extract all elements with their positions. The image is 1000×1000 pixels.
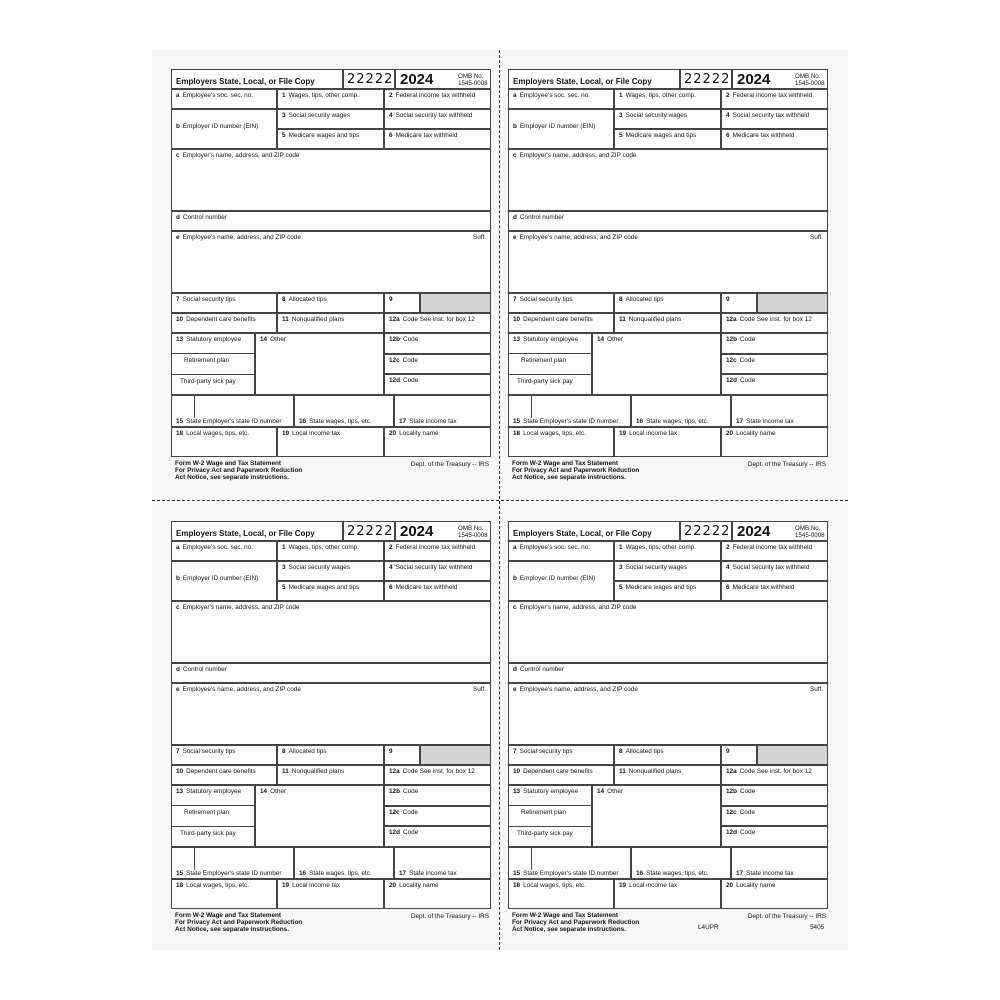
box-d-control-number[interactable]: d Control number <box>171 663 491 683</box>
box-6-medicare-tax[interactable]: 6 Medicare tax withheld <box>721 129 828 149</box>
horizontal-perforation <box>152 500 848 501</box>
form-title: Employers State, Local, or File Copy <box>176 77 315 86</box>
box-6-medicare-tax[interactable]: 6 Medicare tax withheld <box>721 581 828 601</box>
box-5-medicare-wages[interactable]: 5 Medicare wages and tips <box>277 129 384 149</box>
form-year: 2024 <box>400 523 434 540</box>
dept-treasury-label: Dept. of the Treasury -- IRS <box>747 913 826 920</box>
box-17-state-tax[interactable]: 17 State income tax <box>731 395 828 427</box>
form-footer-notice: Form W-2 Wage and Tax Statement For Privacy Act and Paperwork Reduction Act Notice, see separate instructions. <box>175 912 303 933</box>
box-12d[interactable]: 12d Code <box>384 826 491 847</box>
sick-pay-label: Third-party sick pay <box>517 378 573 385</box>
box-12a[interactable]: 12a Code See inst. for box 12 <box>721 765 828 785</box>
box-3-ss-wages[interactable]: 3 Social security wages <box>614 561 721 581</box>
box-4-ss-tax[interactable]: 4 Social security tax withheld <box>721 561 828 581</box>
box-12a[interactable]: 12a Code See inst. for box 12 <box>721 313 828 333</box>
box-20-locality[interactable]: 20 Locality name <box>384 879 491 909</box>
box-7-ss-tips[interactable]: 7 Social security tips <box>508 745 614 765</box>
box-a-ssn[interactable]: a Employee's soc. sec. no. <box>171 541 277 561</box>
box-c-employer-address[interactable]: c Employer's name, address, and ZIP code <box>171 149 491 211</box>
box-4-ss-tax[interactable]: 4 Social security tax withheld <box>384 561 491 581</box>
box-10-dependent-care[interactable]: 10 Dependent care benefits <box>171 765 277 785</box>
box-9-shaded <box>420 745 491 765</box>
box-1-wages[interactable]: 1 Wages, tips, other comp. <box>614 541 721 561</box>
box-15-state-id[interactable]: 15 State Employer's state ID number <box>508 847 631 879</box>
omb-number: OMB No. 1545-0008 <box>458 73 488 87</box>
sick-pay-label: Third-party sick pay <box>180 378 236 385</box>
box-19-local-tax[interactable]: 19 Local income tax <box>277 427 384 457</box>
box-2-federal-tax[interactable]: 2 Federal income tax withheld <box>384 89 491 109</box>
w2-form-copy-4 <box>508 521 828 941</box>
box-b-ein[interactable]: b Employer ID number (EIN) <box>508 109 614 149</box>
box-3-ss-wages[interactable]: 3 Social security wages <box>614 109 721 129</box>
omb-number: OMB No. 1545-0008 <box>795 525 825 539</box>
box-11-nonqualified[interactable]: 11 Nonqualified plans <box>614 313 721 333</box>
box-12b[interactable]: 12b Code <box>721 785 828 806</box>
box-8-allocated-tips[interactable]: 8 Allocated tips <box>614 745 721 765</box>
box-11-nonqualified[interactable]: 11 Nonqualified plans <box>277 313 384 333</box>
suffix-label: Suff. <box>472 686 486 693</box>
box-12c[interactable]: 12c Code <box>721 806 828 826</box>
box-12b[interactable]: 12b Code <box>384 785 491 806</box>
box-4-ss-tax[interactable]: 4 Social security tax withheld <box>384 109 491 129</box>
omb-number: OMB No. 1545-0008 <box>795 73 825 87</box>
box-e-employee-address[interactable]: e Employee's name, address, and ZIP code Suff. <box>508 231 828 293</box>
box-5-medicare-wages[interactable]: 5 Medicare wages and tips <box>277 581 384 601</box>
box-3-ss-wages[interactable]: 3 Social security wages <box>277 109 384 129</box>
box-19-local-tax[interactable]: 19 Local income tax <box>614 879 721 909</box>
form-title: Employers State, Local, or File Copy <box>513 77 652 86</box>
box-18-local-wages[interactable]: 18 Local wages, tips, etc. <box>171 879 277 909</box>
w2-form-copy-2 <box>508 69 828 489</box>
box-15-state-id[interactable]: 15 State Employer's state ID number <box>171 847 294 879</box>
box-12b[interactable]: 12b Code <box>721 333 828 354</box>
box-12a[interactable]: 12a Code See inst. for box 12 <box>384 313 491 333</box>
box-2-federal-tax[interactable]: 2 Federal income tax withheld <box>721 89 828 109</box>
box-16-state-wages[interactable]: 16 State wages, tips, etc. <box>294 395 394 427</box>
form-footer-notice: Form W-2 Wage and Tax Statement For Privacy Act and Paperwork Reduction Act Notice, see separate instructions. <box>175 460 303 481</box>
box-e-employee-address[interactable]: e Employee's name, address, and ZIP code Suff. <box>171 231 491 293</box>
box-1-wages[interactable]: 1 Wages, tips, other comp. <box>614 89 721 109</box>
box-12c[interactable]: 12c Code <box>721 354 828 374</box>
header-code-cell <box>343 521 395 541</box>
form-title: Employers State, Local, or File Copy <box>513 529 652 538</box>
box-b-ein[interactable]: b Employer ID number (EIN) <box>171 561 277 601</box>
box-8-allocated-tips[interactable]: 8 Allocated tips <box>614 293 721 313</box>
header-code-cell <box>680 521 732 541</box>
sheet-code-left: L4UPR <box>698 924 719 931</box>
sheet-code-right: 5405 <box>810 924 825 931</box>
box-1-wages[interactable]: 1 Wages, tips, other comp. <box>277 541 384 561</box>
box-6-medicare-tax[interactable]: 6 Medicare tax withheld <box>384 129 491 149</box>
box-14-other[interactable]: 14 Other <box>592 333 721 395</box>
box-11-nonqualified[interactable]: 11 Nonqualified plans <box>277 765 384 785</box>
box-6-medicare-tax[interactable]: 6 Medicare tax withheld <box>384 581 491 601</box>
w2-form-copy-1 <box>171 69 491 489</box>
box-9: 9 <box>721 745 757 765</box>
dept-treasury-label: Dept. of the Treasury -- IRS <box>410 461 489 468</box>
dept-treasury-label: Dept. of the Treasury -- IRS <box>410 913 489 920</box>
box-16-state-wages[interactable]: 16 State wages, tips, etc. <box>631 847 731 879</box>
header-title-cell <box>508 69 680 89</box>
box-18-local-wages[interactable]: 18 Local wages, tips, etc. <box>508 879 614 909</box>
header-year-cell <box>732 69 828 89</box>
box-19-local-tax[interactable]: 19 Local income tax <box>614 427 721 457</box>
box-12d[interactable]: 12d Code <box>721 826 828 847</box>
box-c-employer-address[interactable]: c Employer's name, address, and ZIP code <box>508 601 828 663</box>
form-year: 2024 <box>400 71 434 88</box>
box-16-state-wages[interactable]: 16 State wages, tips, etc. <box>631 395 731 427</box>
header-title-cell <box>508 521 680 541</box>
sick-pay-label: Third-party sick pay <box>517 830 573 837</box>
box-16-state-wages[interactable]: 16 State wages, tips, etc. <box>294 847 394 879</box>
box-c-employer-address[interactable]: c Employer's name, address, and ZIP code <box>508 149 828 211</box>
box-9: 9 <box>721 293 757 313</box>
box-2-federal-tax[interactable]: 2 Federal income tax withheld <box>384 541 491 561</box>
box-20-locality[interactable]: 20 Locality name <box>721 879 828 909</box>
box-1-wages[interactable]: 1 Wages, tips, other comp. <box>277 89 384 109</box>
omb-number: OMB No. 1545-0008 <box>458 525 488 539</box>
header-code-cell <box>343 69 395 89</box>
form-footer-notice: Form W-2 Wage and Tax Statement For Privacy Act and Paperwork Reduction Act Notice, see separate instructions. <box>512 912 640 933</box>
box-12c[interactable]: 12c Code <box>384 806 491 826</box>
box-18-local-wages[interactable]: 18 Local wages, tips, etc. <box>508 427 614 457</box>
form-code: 22222 <box>684 524 731 539</box>
box-9-shaded <box>757 745 828 765</box>
box-18-local-wages[interactable]: 18 Local wages, tips, etc. <box>171 427 277 457</box>
dept-treasury-label: Dept. of the Treasury -- IRS <box>747 461 826 468</box>
box-12c[interactable]: 12c Code <box>384 354 491 374</box>
box-c-employer-address[interactable]: c Employer's name, address, and ZIP code <box>171 601 491 663</box>
box-e-employee-address[interactable]: e Employee's name, address, and ZIP code Suff. <box>171 683 491 745</box>
form-code: 22222 <box>347 72 394 87</box>
box-7-ss-tips[interactable]: 7 Social security tips <box>171 293 277 313</box>
box-14-other[interactable]: 14 Other <box>592 785 721 847</box>
suffix-label: Suff. <box>472 234 486 241</box>
header-title-cell <box>171 521 343 541</box>
box-2-federal-tax[interactable]: 2 Federal income tax withheld <box>721 541 828 561</box>
box-d-control-number[interactable]: d Control number <box>508 663 828 683</box>
box-15-state-id[interactable]: 15 State Employer's state ID number <box>508 395 631 427</box>
box-10-dependent-care[interactable]: 10 Dependent care benefits <box>508 313 614 333</box>
box-12d[interactable]: 12d Code <box>384 374 491 395</box>
header-year-cell <box>395 521 491 541</box>
box-13-checkboxes[interactable]: 13 Statutory employee Retirement plan Third-party sick pay <box>171 785 255 847</box>
box-8-allocated-tips[interactable]: 8 Allocated tips <box>277 745 384 765</box>
w2-form-copy-3 <box>171 521 491 941</box>
box-20-locality[interactable]: 20 Locality name <box>384 427 491 457</box>
box-5-medicare-wages[interactable]: 5 Medicare wages and tips <box>614 581 721 601</box>
box-4-ss-tax[interactable]: 4 Social security tax withheld <box>721 109 828 129</box>
box-d-control-number[interactable]: d Control number <box>508 211 828 231</box>
box-d-control-number[interactable]: d Control number <box>171 211 491 231</box>
box-12b[interactable]: 12b Code <box>384 333 491 354</box>
box-10-dependent-care[interactable]: 10 Dependent care benefits <box>171 313 277 333</box>
box-17-state-tax[interactable]: 17 State income tax <box>731 847 828 879</box>
box-17-state-tax[interactable]: 17 State income tax <box>394 847 491 879</box>
box-9: 9 <box>384 293 420 313</box>
header-year-cell <box>732 521 828 541</box>
box-9-shaded <box>420 293 491 313</box>
box-3-ss-wages[interactable]: 3 Social security wages <box>277 561 384 581</box>
form-year: 2024 <box>737 71 771 88</box>
box-5-medicare-wages[interactable]: 5 Medicare wages and tips <box>614 129 721 149</box>
box-12d[interactable]: 12d Code <box>721 374 828 395</box>
box-e-employee-address[interactable]: e Employee's name, address, and ZIP code Suff. <box>508 683 828 745</box>
box-b-ein[interactable]: b Employer ID number (EIN) <box>171 109 277 149</box>
form-code: 22222 <box>347 524 394 539</box>
box-a-ssn[interactable]: a Employee's soc. sec. no. <box>508 89 614 109</box>
box-13-checkboxes[interactable]: 13 Statutory employee Retirement plan Third-party sick pay <box>508 785 592 847</box>
form-code: 22222 <box>684 72 731 87</box>
box-19-local-tax[interactable]: 19 Local income tax <box>277 879 384 909</box>
box-11-nonqualified[interactable]: 11 Nonqualified plans <box>614 765 721 785</box>
retirement-plan-label: Retirement plan <box>521 357 567 364</box>
box-17-state-tax[interactable]: 17 State income tax <box>394 395 491 427</box>
box-15-state-id[interactable]: 15 State Employer's state ID number <box>171 395 294 427</box>
box-b-ein[interactable]: b Employer ID number (EIN) <box>508 561 614 601</box>
form-year: 2024 <box>737 523 771 540</box>
box-10-dependent-care[interactable]: 10 Dependent care benefits <box>508 765 614 785</box>
box-14-other[interactable]: 14 Other <box>255 333 384 395</box>
header-title-cell <box>171 69 343 89</box>
box-13-checkboxes[interactable]: 13 Statutory employee Retirement plan Third-party sick pay <box>171 333 255 395</box>
header-year-cell <box>395 69 491 89</box>
box-13-checkboxes[interactable]: 13 Statutory employee Retirement plan Third-party sick pay <box>508 333 592 395</box>
header-code-cell <box>680 69 732 89</box>
box-14-other[interactable]: 14 Other <box>255 785 384 847</box>
box-a-ssn[interactable]: a Employee's soc. sec. no. <box>508 541 614 561</box>
form-title: Employers State, Local, or File Copy <box>176 529 315 538</box>
sick-pay-label: Third-party sick pay <box>180 830 236 837</box>
box-8-allocated-tips[interactable]: 8 Allocated tips <box>277 293 384 313</box>
box-a-ssn[interactable]: a Employee's soc. sec. no. <box>171 89 277 109</box>
box-7-ss-tips[interactable]: 7 Social security tips <box>171 745 277 765</box>
retirement-plan-label: Retirement plan <box>184 357 230 364</box>
suffix-label: Suff. <box>809 234 823 241</box>
form-footer-notice: Form W-2 Wage and Tax Statement For Privacy Act and Paperwork Reduction Act Notice, see separate instructions. <box>512 460 640 481</box>
box-9: 9 <box>384 745 420 765</box>
retirement-plan-label: Retirement plan <box>184 809 230 816</box>
suffix-label: Suff. <box>809 686 823 693</box>
box-12a[interactable]: 12a Code See inst. for box 12 <box>384 765 491 785</box>
retirement-plan-label: Retirement plan <box>521 809 567 816</box>
box-9-shaded <box>757 293 828 313</box>
box-20-locality[interactable]: 20 Locality name <box>721 427 828 457</box>
box-7-ss-tips[interactable]: 7 Social security tips <box>508 293 614 313</box>
